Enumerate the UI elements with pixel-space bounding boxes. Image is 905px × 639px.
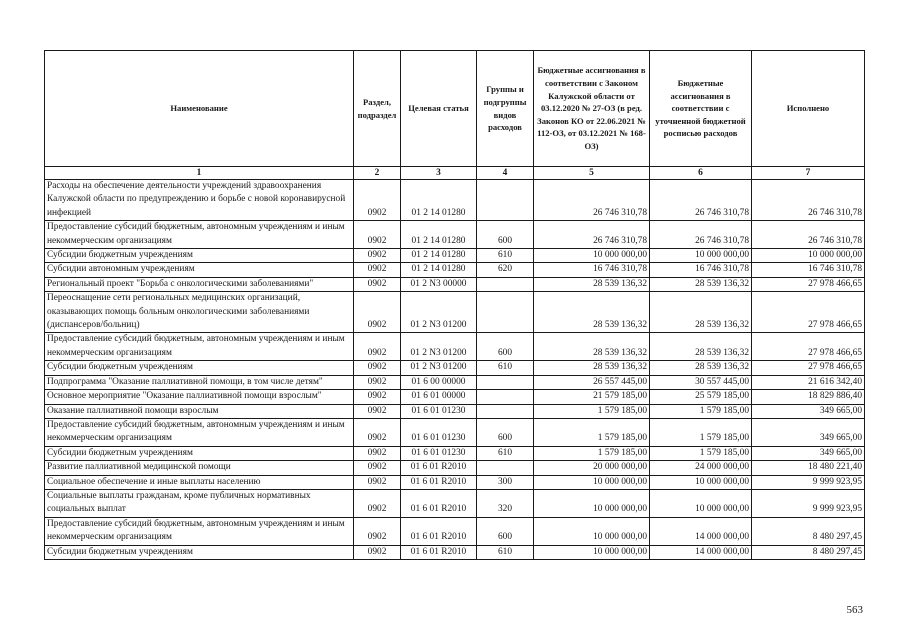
row-executed: 9 999 923,95 <box>752 475 865 489</box>
row-assignments-refined: 28 539 136,32 <box>650 361 752 375</box>
row-assignments-refined: 24 000 000,00 <box>650 461 752 475</box>
row-name: Предоставление субсидий бюджетным, автономным учреждениям и иным некоммерческим организациям <box>45 333 354 361</box>
row-executed: 8 480 297,45 <box>752 545 865 559</box>
row-section: 0902 <box>354 418 401 446</box>
row-executed: 16 746 310,78 <box>752 263 865 277</box>
row-target: 01 6 01 01230 <box>401 404 477 418</box>
row-assignments-law: 1 579 185,00 <box>534 446 650 460</box>
row-assignments-refined: 1 579 185,00 <box>650 404 752 418</box>
row-target: 01 6 01 R2010 <box>401 489 477 517</box>
row-section: 0902 <box>354 545 401 559</box>
row-assignments-refined: 26 746 310,78 <box>650 180 752 221</box>
row-section: 0902 <box>354 475 401 489</box>
row-section: 0902 <box>354 333 401 361</box>
budget-execution-table <box>44 50 865 560</box>
row-group: 600 <box>477 221 534 249</box>
row-assignments-refined: 10 000 000,00 <box>650 489 752 517</box>
row-assignments-refined: 10 000 000,00 <box>650 249 752 263</box>
header-name: Наименование <box>45 51 354 167</box>
row-target: 01 6 01 01230 <box>401 446 477 460</box>
row-executed: 26 746 310,78 <box>752 221 865 249</box>
column-number: 3 <box>401 167 477 180</box>
table-row <box>45 292 865 333</box>
row-section: 0902 <box>354 461 401 475</box>
row-section: 0902 <box>354 249 401 263</box>
row-assignments-law: 10 000 000,00 <box>534 249 650 263</box>
row-group <box>477 404 534 418</box>
row-executed: 26 746 310,78 <box>752 180 865 221</box>
row-name: Развитие паллиативной медицинской помощи <box>45 461 354 475</box>
row-assignments-law: 26 746 310,78 <box>534 221 650 249</box>
row-target: 01 2 14 01280 <box>401 263 477 277</box>
row-assignments-refined: 1 579 185,00 <box>650 418 752 446</box>
row-target: 01 6 01 R2010 <box>401 461 477 475</box>
row-section: 0902 <box>354 221 401 249</box>
table-row <box>45 461 865 475</box>
row-group <box>477 375 534 389</box>
table-row <box>45 361 865 375</box>
row-target: 01 6 01 01230 <box>401 418 477 446</box>
row-executed: 349 665,00 <box>752 404 865 418</box>
row-target: 01 2 N3 01200 <box>401 361 477 375</box>
table-body <box>45 180 865 560</box>
row-section: 0902 <box>354 263 401 277</box>
row-executed: 21 616 342,40 <box>752 375 865 389</box>
row-assignments-refined: 28 539 136,32 <box>650 292 752 333</box>
row-section: 0902 <box>354 404 401 418</box>
row-assignments-law: 16 746 310,78 <box>534 263 650 277</box>
row-section: 0902 <box>354 390 401 404</box>
row-target: 01 2 N3 01200 <box>401 333 477 361</box>
row-name: Предоставление субсидий бюджетным, автономным учреждениям и иным некоммерческим организациям <box>45 517 354 545</box>
row-group <box>477 461 534 475</box>
row-assignments-law: 1 579 185,00 <box>534 418 650 446</box>
row-name: Субсидии бюджетным учреждениям <box>45 545 354 559</box>
row-name: Субсидии бюджетным учреждениям <box>45 446 354 460</box>
row-section: 0902 <box>354 375 401 389</box>
row-assignments-law: 10 000 000,00 <box>534 545 650 559</box>
row-executed: 8 480 297,45 <box>752 517 865 545</box>
row-target: 01 6 01 R2010 <box>401 545 477 559</box>
row-group <box>477 180 534 221</box>
table-row <box>45 263 865 277</box>
row-assignments-refined: 28 539 136,32 <box>650 333 752 361</box>
column-number: 4 <box>477 167 534 180</box>
table-row <box>45 418 865 446</box>
column-number: 1 <box>45 167 354 180</box>
row-assignments-law: 26 746 310,78 <box>534 180 650 221</box>
row-section: 0902 <box>354 517 401 545</box>
row-assignments-law: 10 000 000,00 <box>534 517 650 545</box>
row-target: 01 2 14 01280 <box>401 221 477 249</box>
row-section: 0902 <box>354 180 401 221</box>
row-name: Предоставление субсидий бюджетным, автономным учреждениям и иным некоммерческим организациям <box>45 221 354 249</box>
row-group: 620 <box>477 263 534 277</box>
row-target: 01 6 01 00000 <box>401 390 477 404</box>
header-assignments-refined: Бюджетные ассигнования в соответствии с уточненной бюджетной росписью расходов <box>650 51 752 167</box>
row-assignments-law: 28 539 136,32 <box>534 277 650 291</box>
row-group: 320 <box>477 489 534 517</box>
row-assignments-law: 10 000 000,00 <box>534 475 650 489</box>
row-assignments-refined: 1 579 185,00 <box>650 446 752 460</box>
column-number: 6 <box>650 167 752 180</box>
table-header-row <box>45 51 865 167</box>
row-name: Социальное обеспечение и иные выплаты населению <box>45 475 354 489</box>
row-executed: 349 665,00 <box>752 418 865 446</box>
header-executed: Исполнено <box>752 51 865 167</box>
row-group: 300 <box>477 475 534 489</box>
row-executed: 27 978 466,65 <box>752 333 865 361</box>
row-assignments-law: 10 000 000,00 <box>534 489 650 517</box>
row-name: Предоставление субсидий бюджетным, автономным учреждениям и иным некоммерческим организациям <box>45 418 354 446</box>
row-assignments-refined: 28 539 136,32 <box>650 277 752 291</box>
row-assignments-refined: 26 746 310,78 <box>650 221 752 249</box>
row-assignments-law: 28 539 136,32 <box>534 333 650 361</box>
table-row <box>45 180 865 221</box>
row-target: 01 2 N3 00000 <box>401 277 477 291</box>
row-assignments-law: 28 539 136,32 <box>534 292 650 333</box>
row-assignments-refined: 25 579 185,00 <box>650 390 752 404</box>
row-name: Расходы на обеспечение деятельности учреждений здравоохранения Калужской области по предупреждению и борьбе с новой коронавирусной инфекцией <box>45 180 354 221</box>
row-group <box>477 277 534 291</box>
page-number: 563 <box>846 604 863 616</box>
table-row <box>45 277 865 291</box>
row-executed: 349 665,00 <box>752 446 865 460</box>
table-row <box>45 489 865 517</box>
row-executed: 27 978 466,65 <box>752 277 865 291</box>
row-target: 01 6 00 00000 <box>401 375 477 389</box>
column-number: 7 <box>752 167 865 180</box>
row-name: Переоснащение сети региональных медицинских организаций, оказывающих помощь больным онкологическими заболеваниями (диспансеров/больниц) <box>45 292 354 333</box>
row-name: Социальные выплаты гражданам, кроме публичных нормативных социальных выплат <box>45 489 354 517</box>
row-group: 600 <box>477 333 534 361</box>
row-target: 01 2 14 01280 <box>401 180 477 221</box>
row-assignments-refined: 30 557 445,00 <box>650 375 752 389</box>
row-name: Региональный проект "Борьба с онкологическими заболеваниями" <box>45 277 354 291</box>
row-group: 610 <box>477 361 534 375</box>
row-section: 0902 <box>354 277 401 291</box>
row-assignments-law: 21 579 185,00 <box>534 390 650 404</box>
row-assignments-refined: 16 746 310,78 <box>650 263 752 277</box>
table-row <box>45 517 865 545</box>
row-executed: 9 999 923,95 <box>752 489 865 517</box>
column-number-row <box>45 167 865 180</box>
header-section: Раздел, подраздел <box>354 51 401 167</box>
row-section: 0902 <box>354 292 401 333</box>
header-assignments-law: Бюджетные ассигнования в соответствии с Законом Калужской области от 03.12.2020 № 27-ОЗ (в ред. Законов КО от 22.06.2021 № 112-ОЗ, от 03.12.2021 № 168-ОЗ) <box>534 51 650 167</box>
row-group: 600 <box>477 418 534 446</box>
header-groups: Группы и подгруппы видов расходов <box>477 51 534 167</box>
row-assignments-law: 20 000 000,00 <box>534 461 650 475</box>
column-number: 2 <box>354 167 401 180</box>
table-row <box>45 545 865 559</box>
row-executed: 18 829 886,40 <box>752 390 865 404</box>
column-number: 5 <box>534 167 650 180</box>
row-executed: 27 978 466,65 <box>752 292 865 333</box>
row-name: Оказание паллиативной помощи взрослым <box>45 404 354 418</box>
row-group: 610 <box>477 446 534 460</box>
row-name: Субсидии бюджетным учреждениям <box>45 249 354 263</box>
row-section: 0902 <box>354 446 401 460</box>
row-target: 01 2 N3 01200 <box>401 292 477 333</box>
row-group <box>477 292 534 333</box>
row-executed: 27 978 466,65 <box>752 361 865 375</box>
row-executed: 10 000 000,00 <box>752 249 865 263</box>
table-row <box>45 221 865 249</box>
row-assignments-law: 26 557 445,00 <box>534 375 650 389</box>
row-target: 01 6 01 R2010 <box>401 475 477 489</box>
row-group: 610 <box>477 249 534 263</box>
row-target: 01 2 14 01280 <box>401 249 477 263</box>
row-executed: 18 480 221,40 <box>752 461 865 475</box>
row-assignments-law: 28 539 136,32 <box>534 361 650 375</box>
row-name: Основное мероприятие "Оказание паллиативной помощи взрослым" <box>45 390 354 404</box>
table-row <box>45 375 865 389</box>
row-group: 610 <box>477 545 534 559</box>
table-row <box>45 446 865 460</box>
row-assignments-refined: 14 000 000,00 <box>650 545 752 559</box>
row-group <box>477 390 534 404</box>
table-row <box>45 390 865 404</box>
row-section: 0902 <box>354 489 401 517</box>
table-row <box>45 249 865 263</box>
header-target: Целевая статья <box>401 51 477 167</box>
row-target: 01 6 01 R2010 <box>401 517 477 545</box>
table-row <box>45 404 865 418</box>
row-group: 600 <box>477 517 534 545</box>
table-row <box>45 333 865 361</box>
row-name: Субсидии бюджетным учреждениям <box>45 361 354 375</box>
row-name: Субсидии автономным учреждениям <box>45 263 354 277</box>
row-name: Подпрограмма "Оказание паллиативной помощи, в том числе детям" <box>45 375 354 389</box>
row-assignments-refined: 10 000 000,00 <box>650 475 752 489</box>
row-assignments-refined: 14 000 000,00 <box>650 517 752 545</box>
row-assignments-law: 1 579 185,00 <box>534 404 650 418</box>
table-row <box>45 475 865 489</box>
row-section: 0902 <box>354 361 401 375</box>
